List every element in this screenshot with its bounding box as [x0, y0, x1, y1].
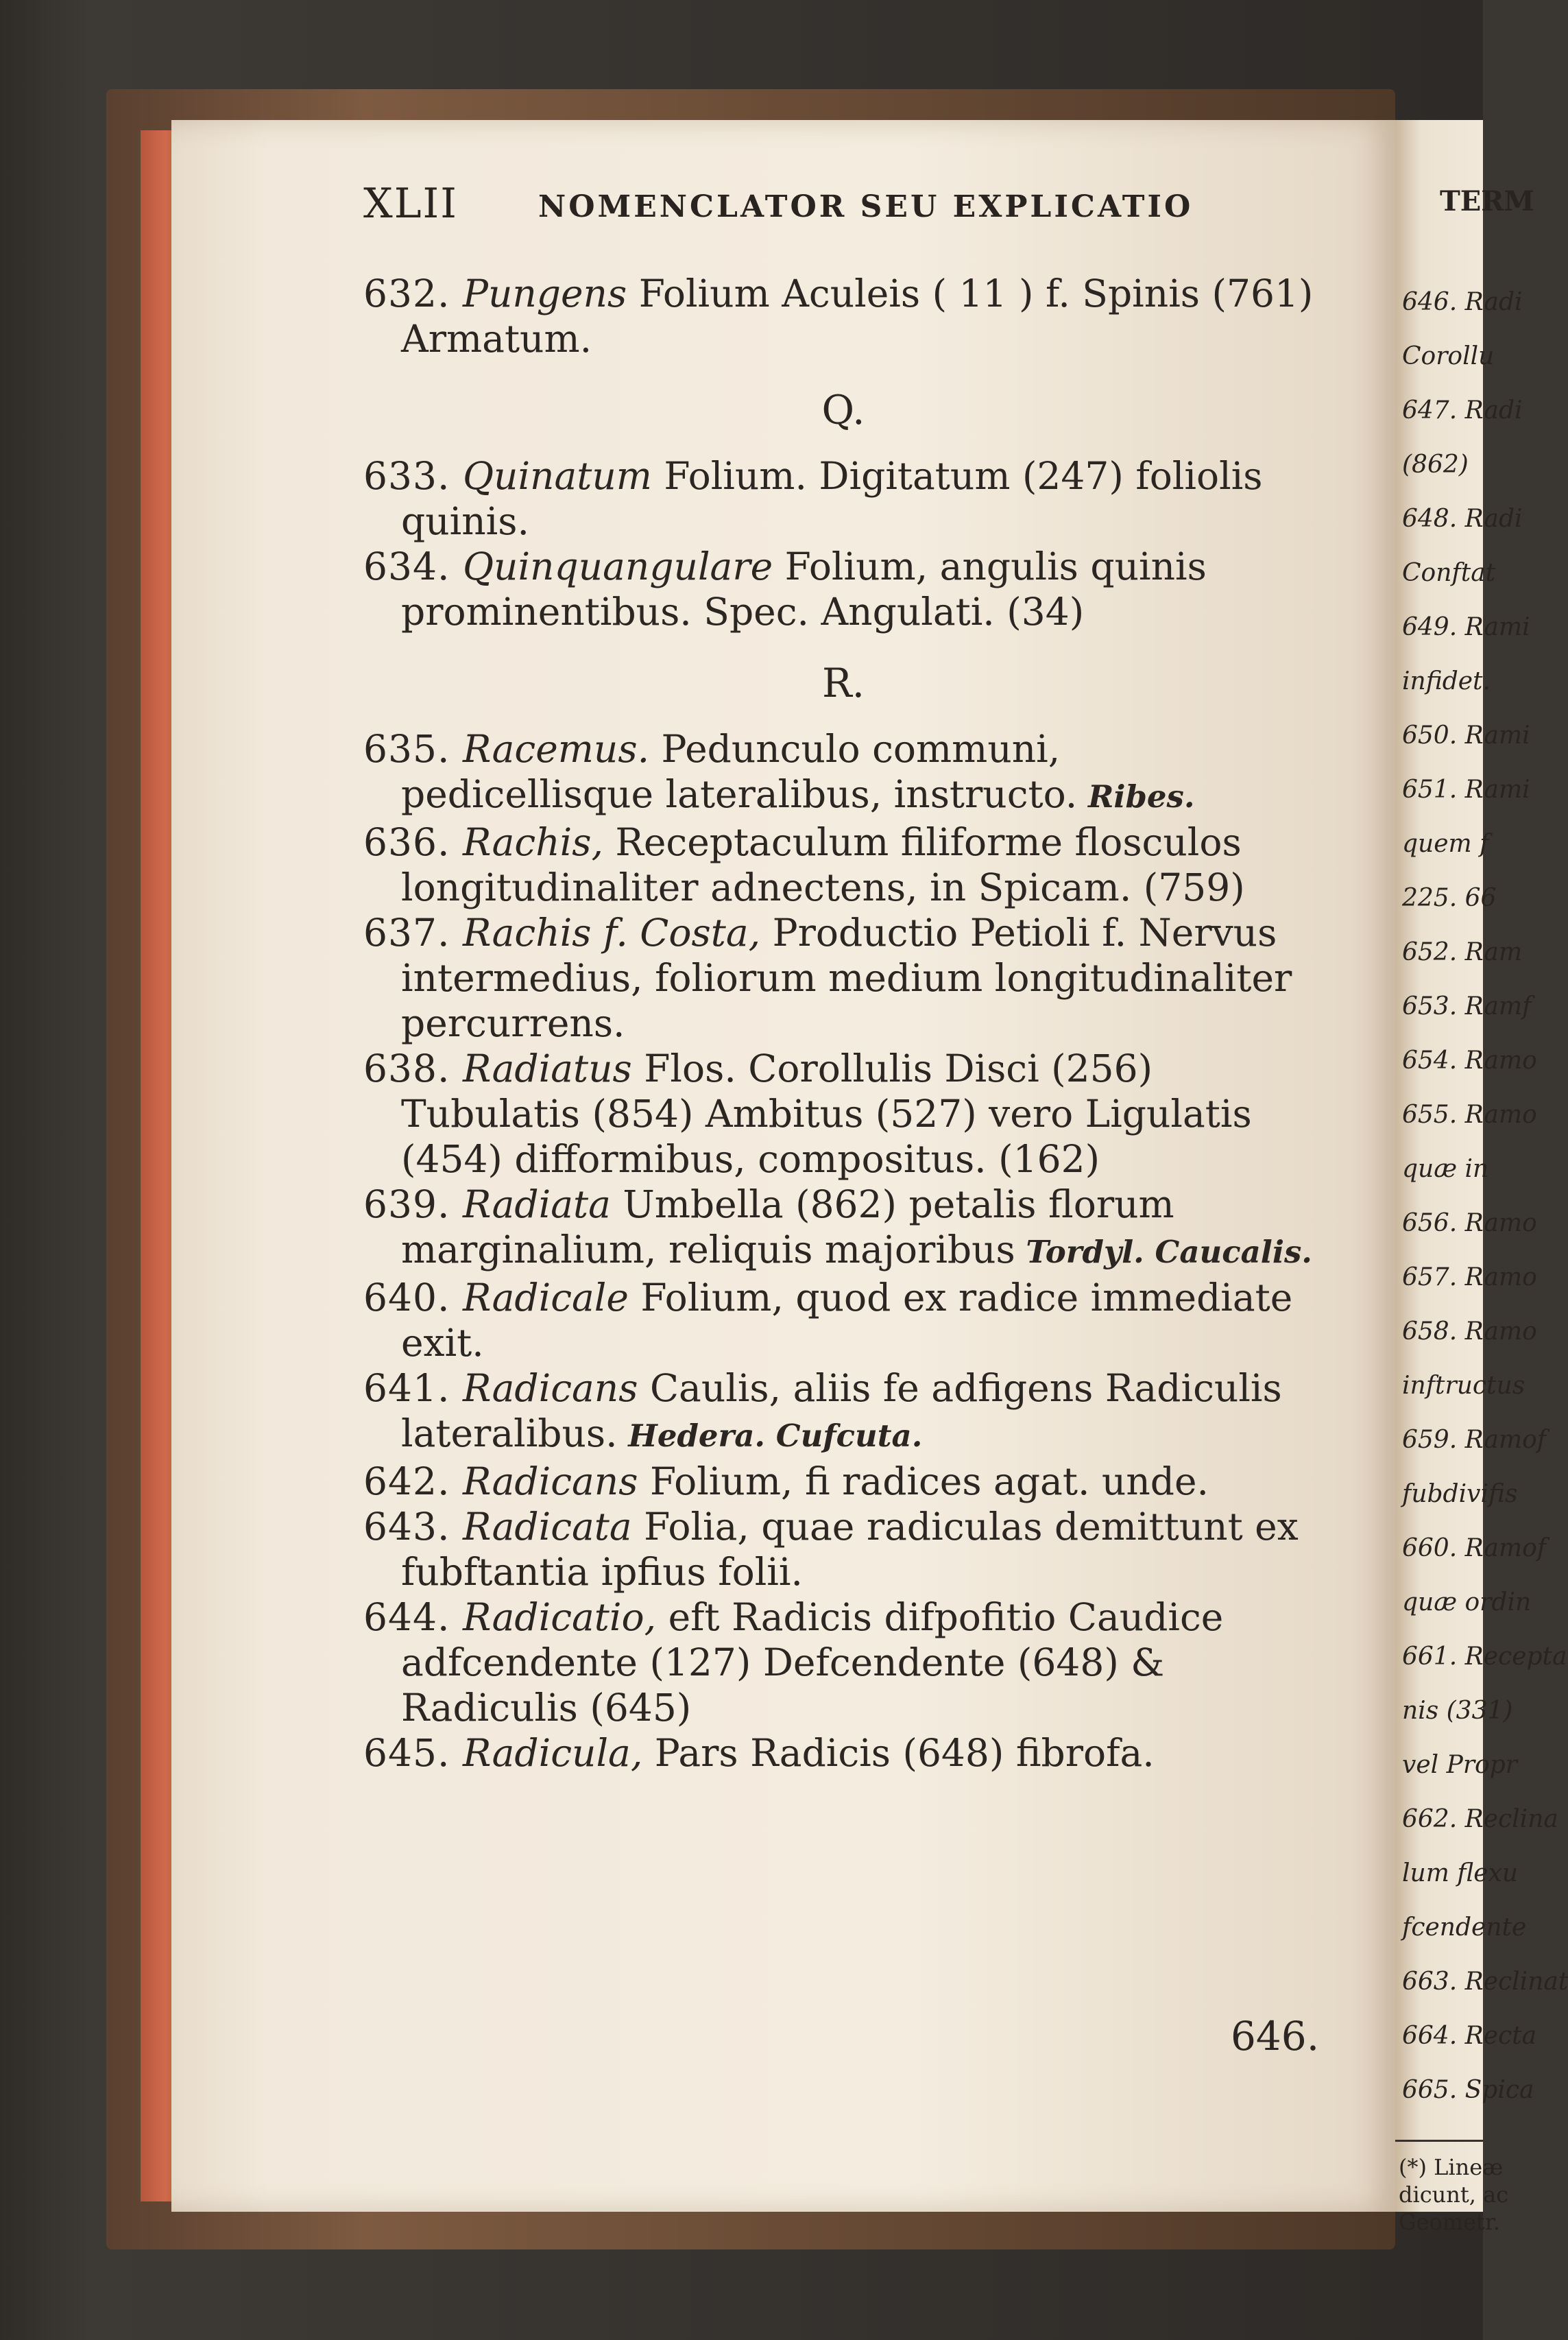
- right-page-line: infidet.: [1402, 667, 1491, 695]
- right-page-line: 659. Ramof: [1402, 1426, 1547, 1454]
- entry-number: 645.: [363, 1731, 463, 1775]
- section-letter: R.: [821, 660, 865, 706]
- entry-number: 634.: [363, 545, 463, 588]
- roman-page-number: XLII: [363, 180, 458, 228]
- entry-number: 640.: [363, 1276, 463, 1320]
- right-page-line: (862): [1402, 451, 1469, 479]
- entry-example-genus: Hedera. Cufcuta.: [617, 1418, 923, 1454]
- entry-definition: Folium. Digitatum (247) foliolis quinis.: [401, 454, 1263, 543]
- right-page-line: 648. Radi: [1402, 505, 1523, 533]
- section-letter: Q.: [821, 387, 865, 433]
- right-page-line: 664. Recta: [1402, 2022, 1537, 2050]
- right-page-line: 651. Rami: [1402, 776, 1530, 804]
- entry-term: Racemus.: [462, 727, 650, 771]
- glossary-entry: [363, 271, 1323, 361]
- footnote: [1399, 2153, 1508, 2236]
- entry-number: 635.: [363, 727, 463, 771]
- right-page-line: fcendente: [1402, 1913, 1527, 1942]
- right-page-line: Conftat: [1402, 559, 1496, 587]
- entry-example-genus: Tordyl. Caucalis.: [1015, 1234, 1312, 1270]
- right-page-line: 663. Reclinat: [1402, 1968, 1568, 1996]
- footnote-line: dicunt, ac: [1399, 2182, 1509, 2208]
- right-page-line: quæ ordin: [1402, 1588, 1532, 1616]
- entry-definition: Pedunculo communi, pedicellisque lateralibus, instructo.: [401, 727, 1078, 816]
- footnote-line: (*) Lineæ: [1399, 2154, 1504, 2180]
- right-page-line: quem f: [1402, 830, 1489, 858]
- entry-example-genus: Ribes.: [1077, 778, 1195, 815]
- right-page-line: 653. Ramf: [1402, 992, 1532, 1020]
- right-page-line: 658. Ramo: [1402, 1317, 1537, 1346]
- entry-number: 639.: [363, 1182, 463, 1226]
- entry-number: 637.: [363, 911, 463, 955]
- right-page-line: 646. Radi: [1402, 288, 1523, 316]
- right-page-line: fubdivifis: [1402, 1480, 1518, 1508]
- glossary-entry: [363, 1275, 1323, 1365]
- entry-number: 633.: [363, 454, 463, 498]
- entry-number: 632.: [363, 272, 463, 315]
- entry-term: Rachis,: [462, 820, 603, 864]
- page-header: [363, 180, 1364, 228]
- glossary-entry: [363, 1595, 1323, 1730]
- right-page-line: inftructus: [1402, 1372, 1525, 1400]
- entry-term: Quinquangulare: [462, 545, 773, 588]
- entry-term: Radicula,: [462, 1731, 643, 1775]
- entry-definition: Folia, quae radiculas demittunt ex fubftantia ipfius folii.: [401, 1505, 1299, 1594]
- entry-number: 643.: [363, 1505, 463, 1549]
- entry-number: 641.: [363, 1366, 463, 1410]
- glossary-entry: [363, 453, 1323, 544]
- glossary-entry: [363, 544, 1323, 634]
- right-page-line: 652. Ram: [1402, 938, 1523, 966]
- entry-term: Radicata: [462, 1505, 632, 1549]
- entry-term: Quinatum: [462, 454, 652, 498]
- right-page-line: 225. 66: [1402, 884, 1497, 912]
- entry-definition: Productio Petioli f. Nervus intermedius, foliorum medium longitudinaliter percurrens.: [401, 911, 1292, 1045]
- entry-definition: Pars Radicis (648) fibrofa.: [642, 1731, 1155, 1775]
- page-title: NOMENCLATOR SEU EXPLICATIO: [538, 189, 1194, 224]
- footnote-divider: [1395, 2140, 1483, 2142]
- right-page-line: 650. Rami: [1402, 721, 1530, 750]
- entry-term: Radicans: [462, 1459, 638, 1503]
- entry-term: Radiata: [462, 1182, 611, 1226]
- entry-number: 644.: [363, 1595, 463, 1639]
- entry-number: 638.: [363, 1047, 463, 1090]
- glossary-entry: [363, 1504, 1323, 1595]
- entry-term: Radiatus: [462, 1047, 632, 1090]
- right-page-line: Corollu: [1402, 342, 1495, 370]
- glossary-entry: [363, 1046, 1323, 1182]
- entry-number: 636.: [363, 820, 463, 864]
- glossary-entry: [363, 820, 1323, 910]
- glossary-entry: [363, 1365, 1323, 1459]
- glossary-entry: [363, 1459, 1323, 1504]
- entry-definition: Folium Aculeis ( 11 ) f. Spinis (761) Armatum.: [401, 272, 1314, 361]
- entry-definition: Umbella (862) petalis florum marginalium, reliquis majoribus: [401, 1182, 1174, 1272]
- entry-term: Radicans: [462, 1366, 638, 1410]
- right-page-line: 647. Radi: [1402, 396, 1523, 425]
- entry-definition: eft Radicis difpofitio Caudice adfcendente (127) Defcendente (648) & Radiculis (645): [401, 1595, 1224, 1730]
- right-page-line: lum flexu: [1402, 1859, 1519, 1887]
- right-page-line: 665. Spica: [1402, 2076, 1534, 2104]
- glossary-entry: [363, 910, 1323, 1046]
- entry-term: Radicale: [462, 1276, 629, 1320]
- right-page-line: 649. Rami: [1402, 613, 1530, 641]
- entry-definition: Folium, quod ex radice immediate exit.: [401, 1276, 1293, 1365]
- entry-term: Pungens: [462, 272, 627, 315]
- entry-list: [363, 271, 1323, 1776]
- footer-page-number: 646.: [1231, 2013, 1320, 2060]
- entry-definition: Folium, angulis quinis prominentibus. Spec. Angulati. (34): [401, 545, 1207, 634]
- entry-definition: Flos. Corollulis Disci (256) Tubulatis (854) Ambitus (527) vero Ligulatis (454) difformibus, compositus. (162): [401, 1047, 1252, 1181]
- entry-number: 642.: [363, 1459, 463, 1503]
- entry-definition: Folium, fi radices agat. unde.: [638, 1459, 1209, 1503]
- right-page-header: TERM: [1440, 185, 1534, 217]
- entry-term: Rachis f. Costa,: [462, 911, 761, 955]
- right-page-line: 654. Ramo: [1402, 1047, 1537, 1075]
- right-page-line: 660. Ramof: [1402, 1534, 1547, 1562]
- right-page-line: nis (331): [1402, 1697, 1513, 1725]
- right-page-line: vel Propr: [1402, 1751, 1517, 1779]
- right-page-line: 661. Recepta: [1402, 1643, 1567, 1671]
- entry-definition: Caulis, aliis fe adfigens Radiculis lateralibus.: [401, 1366, 1282, 1455]
- right-page-line: 656. Ramo: [1402, 1209, 1537, 1237]
- glossary-entry: [363, 1730, 1323, 1776]
- glossary-entry: [363, 1182, 1323, 1275]
- entry-definition: Receptaculum filiforme flosculos longitudinaliter adnectens, in Spicam. (759): [401, 820, 1245, 909]
- right-page-line: 655. Ramo: [1402, 1101, 1537, 1129]
- right-page-line: 662. Reclina: [1402, 1805, 1558, 1833]
- footnote-line: Geometr.: [1399, 2209, 1500, 2235]
- right-page-line: quæ in: [1402, 1155, 1489, 1183]
- glossary-entry: [363, 726, 1323, 820]
- entry-term: Radicatio,: [462, 1595, 657, 1639]
- right-page-line: 657. Ramo: [1402, 1263, 1537, 1291]
